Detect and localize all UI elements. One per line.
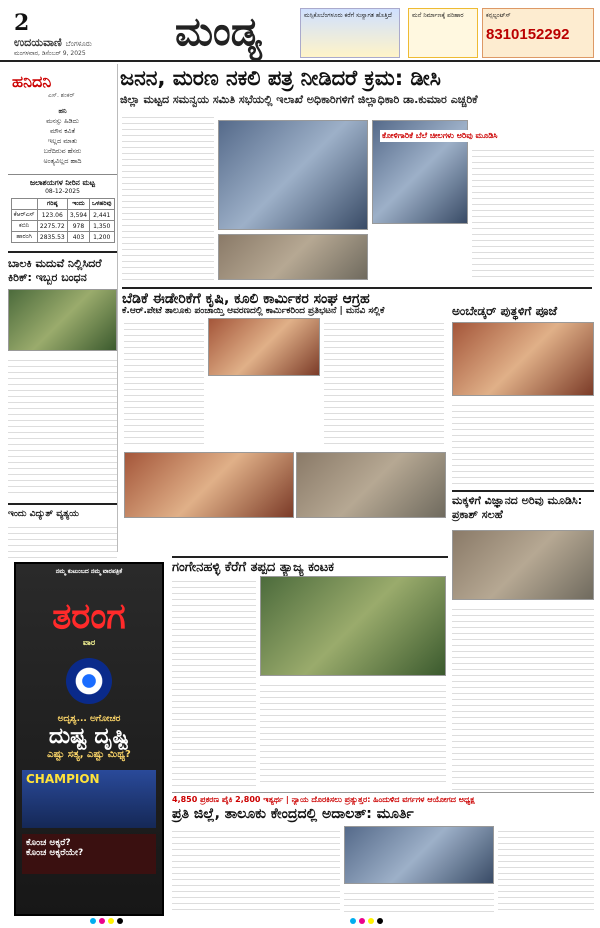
taranga-ad[interactable]: [14, 562, 164, 916]
section-title: ಮಂಡ್ಯ: [175, 8, 262, 55]
right-story2-body: [452, 604, 594, 790]
story3-photo: [260, 576, 446, 676]
reservoir-table: ಗರಿಷ್ಠ ಇಂದು ಒಳಹರಿವು ಕೆಆರ್‌ಎಸ್ 123.06 3,594 2,441 ಕಬಿನಿ 2275.72 978 1,350 ಹಾರಂಗಿ 2835.53 403 1,200: [11, 198, 115, 243]
right-story2-photo: [452, 530, 594, 600]
ad-champion: CHAMPION: [26, 772, 100, 786]
brief-photo: [8, 289, 117, 351]
paper-name: ಉದಯವಾಣಿ ಬೆಂಗಳೂರು: [14, 36, 92, 49]
ad-brand-sub: ವಾರ: [82, 638, 96, 647]
evil-eye-icon: [66, 658, 112, 704]
right-story1-headline: ಅಂಬೇಡ್ಕರ್ ಪುತ್ಥಳಿಗೆ ಪೂಜೆ: [452, 304, 558, 318]
lead-photo-1: [218, 120, 368, 230]
story2-photo-1: [208, 318, 320, 376]
column-title: ಹನಿದನಿ: [12, 72, 52, 91]
dateline: ಮಂಗಳವಾರ, ಡಿಸೆಂಬರ್ 9, 2025: [14, 50, 86, 57]
ad-line2: ದುಷ್ಟ ದೃಷ್ಟಿ: [48, 724, 130, 749]
lead-headline: ಜನನ, ಮರಣ ನಕಲಿ ಪತ್ರ ನೀಡಿದರೆ ಕ್ರಮ: ಡೀಸಿ: [120, 66, 441, 90]
masthead-ad-3[interactable]: ಕನ್ಸಲ್ಟಂಟ್‌ಸ್ 8310152292: [482, 8, 594, 58]
story4-headline: ಪ್ರತಿ ಜಿಲ್ಲೆ, ತಾಲೂಕು ಕೇಂದ್ರದಲ್ಲಿ ಅದಾಲತ್: ಮೂರ್ತಿ: [172, 806, 414, 822]
ad-champion-photo: [22, 770, 156, 828]
strip-text: 4,850 ಪ್ರಕರಣ ಪೈಕಿ 2,800 ಇತ್ಯರ್ಥ | ನ್ಯಾಯ ದೊರಕಿಸಲು ಪ್ರತ್ಯುತ್ತರ: ಹಿಂದುಳಿದ ವರ್ಗಗಳ ಆಯೋಗದ ಅಧ್ಯಕ್ಷ: [172, 792, 594, 805]
masthead-ad-2[interactable]: ಮನೆ ನಿರ್ಮಾಣಕ್ಕೆ ಪರಿಹಾರ: [408, 8, 478, 58]
story2-body-2: [324, 318, 444, 448]
lead-photo-2: [218, 234, 368, 280]
registration-marks: [90, 918, 123, 924]
column-byline: ಎಸ್. ಶಂಕರ್: [48, 92, 75, 99]
story4-body-3: [344, 888, 494, 914]
lead-side-head: ಕೋಳಿಗಾರಿಕೆ ಬೆಲೆ ಚೀಲಗಳು ಅರಿವು ಮೂಡಿಸಿ: [380, 130, 590, 142]
story4-body-1: [172, 826, 340, 914]
ad-brand: ತರಂಗ: [52, 596, 126, 637]
table-row: ಹಾರಂಗಿ 2835.53 403 1,200: [11, 232, 114, 243]
power-headline: ಇಂದು ವಿದ್ಯುತ್ ವ್ಯತ್ಯಯ: [8, 503, 117, 519]
poem: ಹನಿ ಮನಸ್ಸು ಹಿಡಿದು ಮೌನ ಕವಿತೆ ಇಲ್ಲದ ಮಾತು ಬರೆದಿರುವ ಹೆಸರು ಅಂತ್ಯವಿಲ್ಲದ ಹಾದಿ: [43, 107, 82, 165]
ad-top: ನಮ್ಮ ಕುಟುಂಬದ ನಮ್ಮ ವಾರಪತ್ರಿಕೆ: [55, 568, 123, 575]
right-story2-headline: ಮಕ್ಕಳಿಗೆ ವಿಜ್ಞಾನದ ಅರಿವು ಮೂಡಿಸಿ: ಪ್ರಕಾಶ್ ಸಲಹೆ: [452, 490, 594, 522]
ad-phone: 8310152292: [486, 26, 570, 43]
reservoir-title: ಜಲಾಶಯಗಳ ನೀರಿನ ಮಟ್ಟ: [8, 174, 117, 188]
story3-body-2: [260, 680, 446, 786]
table-row: ಕಬಿನಿ 2275.72 978 1,350: [11, 221, 114, 232]
right-story1-photo: [452, 322, 594, 396]
reservoir-date: 08-12-2025: [45, 188, 80, 195]
ad-line3: ಎಷ್ಟು ಸತ್ಯ, ಎಷ್ಟು ಮಿಥ್ಯ?: [47, 749, 131, 760]
right-story1-body: [452, 400, 594, 484]
story2-photo-3: [296, 452, 446, 518]
power-body: [8, 522, 117, 562]
ad-questions: ಕೊಂಚ ಅಕ್ಕರೆ? ಕೊಂಚ ಅಕ್ಕರೆಯೇ?: [22, 834, 156, 874]
story4-photo: [344, 826, 494, 884]
registration-marks-2: [350, 918, 383, 924]
page-number: 2: [14, 10, 30, 36]
lead-body-1: [122, 112, 214, 282]
left-column: [8, 64, 118, 552]
story2-subhead: ಕೆ.ಆರ್.ಪೇಟೆ ತಾಲೂಕು ಪಂಚಾಯ್ತಿ ಆವರಣದಲ್ಲಿ ಕಾರ್ಮಿಕರಿಂದ ಪ್ರತಿಭಟನೆ | ಮನವಿ ಸಲ್ಲಿಕೆ: [122, 306, 385, 316]
story3-headline: ಗಂಗೇನಹಳ್ಳಿ ಕೆರೆಗೆ ತಪ್ಪದ ತ್ಯಾಜ್ಯ ಕಂಟಕ: [172, 556, 448, 575]
lead-body-2: [472, 145, 594, 280]
story4-body-2: [498, 826, 594, 914]
story2-headline: ಬೆಡಿಕೆ ಈಡೇರಿಕೆಗೆ ಕೃಷಿ, ಕೂಲಿ ಕಾರ್ಮಿಕರ ಸಂಘ ಆಗ್ರಹ: [122, 287, 592, 307]
brief-headline: ಬಾಲಕಿ ಮದುವೆ ನಿಲ್ಲಿಸಿದರೆ ಕಿರಿಕ್: ಇಬ್ಬರ ಬಂಧನ: [8, 251, 117, 285]
story3-body-1: [172, 576, 256, 786]
ad-line1: ಅದೃಶ್ಯ... ಅಗೋಚರ: [57, 714, 121, 724]
table-row: ಕೆಆರ್‌ಎಸ್ 123.06 3,594 2,441: [11, 210, 114, 221]
story2-photo-2: [124, 452, 294, 518]
lead-subhead: ಜಿಲ್ಲಾ ಮಟ್ಟದ ಸಮನ್ವಯ ಸಮಿತಿ ಸಭೆಯಲ್ಲಿ ಇಲಾಖೆ ಅಧಿಕಾರಿಗಳಿಗೆ ಜಿಲ್ಲಾಧಿಕಾರಿ ಡಾ.ಕುಮಾರ ಎಚ್ಚರಿಕೆ: [120, 93, 478, 106]
brief-body: [8, 355, 117, 495]
story2-body-1: [124, 318, 204, 448]
masthead-ad-1[interactable]: ಮಸ್ಸಿಕೊಬೆಂಗಳೂರು ಕರೆಗೆ ಸುಸ್ವಾಗತ ಹೊತ್ತಿದೆ: [300, 8, 400, 58]
